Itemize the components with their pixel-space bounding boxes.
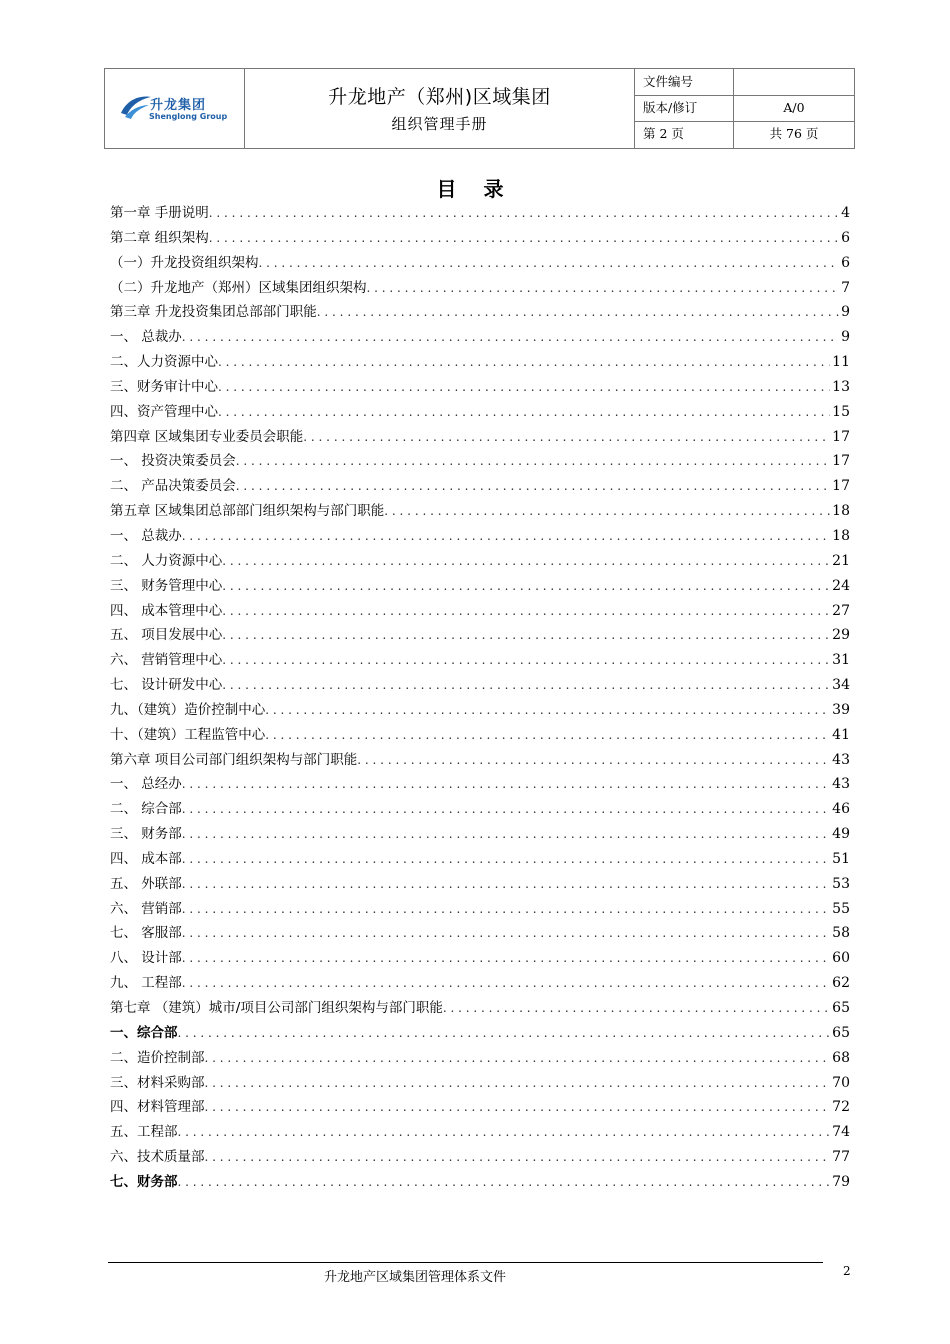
meta-value-doc-number — [734, 69, 854, 96]
toc-entry-page: 43 — [832, 776, 850, 793]
toc-dot-leader — [178, 1026, 831, 1040]
toc-dot-leader — [182, 926, 830, 940]
toc-entry-page: 15 — [832, 403, 850, 420]
toc-entry[interactable] — [110, 996, 850, 1021]
toc-entry[interactable] — [110, 400, 850, 425]
toc-dot-leader — [182, 902, 830, 916]
toc-entry-label: 第四章 区域集团专业委员会职能 — [110, 428, 304, 445]
meta-label-page: 第 2 页 — [635, 121, 734, 148]
toc-entry-page: 6 — [841, 254, 850, 271]
toc-entry-label: 二、 综合部 — [110, 801, 182, 818]
toc-entry-label: 三、材料采购部 — [110, 1074, 205, 1091]
toc-entry[interactable] — [110, 946, 850, 971]
toc-entry[interactable] — [110, 748, 850, 773]
toc-dot-leader — [384, 504, 830, 518]
toc-entry-page: 7 — [841, 279, 850, 296]
toc-entry-label: 七、 客服部 — [110, 925, 182, 942]
toc-entry-label: 八、 设计部 — [110, 950, 182, 967]
toc-entry[interactable] — [110, 623, 850, 648]
toc-entry-label: 六、技术质量部 — [110, 1149, 205, 1166]
toc-entry[interactable] — [110, 276, 850, 301]
toc-dot-leader — [222, 653, 830, 667]
toc-entry-page: 41 — [832, 726, 850, 743]
toc-entry[interactable] — [110, 251, 850, 276]
toc-entry-page: 17 — [832, 453, 850, 470]
toc-dot-leader — [205, 1076, 831, 1090]
footer-text: 升龙地产区域集团管理体系文件 — [323, 1270, 506, 1285]
toc-entry[interactable] — [110, 648, 850, 673]
toc-entry-page: 6 — [841, 229, 850, 246]
toc-entry-label: 二、造价控制部 — [110, 1049, 205, 1066]
logo-cell — [105, 69, 245, 148]
toc-dot-leader — [236, 454, 830, 468]
toc-entry-label: 第三章 升龙投资集团总部部门职能 — [110, 304, 317, 321]
toc-dot-leader — [303, 430, 830, 444]
toc-entry[interactable] — [110, 499, 850, 524]
toc-entry[interactable] — [110, 549, 850, 574]
toc-dot-leader — [205, 1150, 831, 1164]
toc-entry-page: 17 — [832, 428, 850, 445]
toc-entry-page: 39 — [832, 701, 850, 718]
toc-entry[interactable] — [110, 375, 850, 400]
toc-entry[interactable] — [110, 1021, 850, 1046]
meta-value-version: A/0 — [734, 95, 854, 122]
toc-entry[interactable] — [110, 574, 850, 599]
toc-entry[interactable] — [110, 847, 850, 872]
toc-dot-leader — [182, 827, 830, 841]
toc-entry[interactable] — [110, 201, 850, 226]
toc-dot-leader — [222, 579, 830, 593]
toc-entry-label: 一、综合部 — [110, 1024, 178, 1041]
toc-entry[interactable] — [110, 797, 850, 822]
title-cell — [245, 69, 635, 148]
toc-entry-page: 4 — [841, 205, 850, 221]
toc-entry-label: 六、 营销部 — [110, 900, 182, 917]
toc-entry-label: 一、 总裁办 — [110, 527, 182, 544]
toc-entry-page: 29 — [832, 627, 850, 644]
toc-entry-label: 一、 总裁办 — [110, 329, 182, 346]
toc-entry-page: 11 — [832, 354, 850, 371]
logo-english-name: Shenglong Group — [149, 112, 228, 121]
toc-entry[interactable] — [110, 325, 850, 350]
toc-entry-label: 三、 财务部 — [110, 826, 182, 843]
toc-entry-label: 二、人力资源中心 — [110, 354, 218, 371]
toc-entry-page: 58 — [832, 925, 850, 942]
document-header-table — [104, 68, 855, 149]
toc-entry[interactable] — [110, 1071, 850, 1096]
document-title: 升龙地产（郑州)区域集团 — [328, 86, 551, 108]
toc-entry-page: 74 — [832, 1124, 850, 1141]
toc-entry-label: 二、 产品决策委员会 — [110, 478, 236, 495]
toc-entry-label: 五、 项目发展中心 — [110, 627, 223, 644]
meta-label-version: 版本/修订 — [635, 95, 734, 122]
toc-dot-leader — [222, 554, 830, 568]
toc-entry-label: 五、工程部 — [110, 1124, 178, 1141]
toc-dot-leader — [182, 951, 830, 965]
toc-entry[interactable] — [110, 673, 850, 698]
toc-dot-leader — [182, 802, 830, 816]
toc-dot-leader — [259, 256, 840, 270]
toc-dot-leader — [222, 628, 830, 642]
toc-entry-page: 72 — [832, 1099, 850, 1116]
toc-entry-page: 31 — [832, 652, 850, 669]
toc-dot-leader — [209, 231, 839, 245]
toc-dot-leader — [367, 281, 840, 295]
toc-entry[interactable] — [110, 449, 850, 474]
toc-entry-page: 18 — [832, 527, 850, 544]
toc-entry[interactable] — [110, 921, 850, 946]
document-subtitle: 组织管理手册 — [391, 115, 488, 133]
toc-entry[interactable] — [110, 599, 850, 624]
toc-entry-label: 一、 总经办 — [110, 776, 182, 793]
toc-entry-page: 27 — [832, 602, 850, 619]
toc-entry-page: 70 — [832, 1074, 850, 1091]
toc-entry[interactable] — [110, 1170, 850, 1195]
toc-entry-page: 60 — [832, 950, 850, 967]
toc-entry-label: 四、 成本管理中心 — [110, 602, 223, 619]
toc-entry-label: 第五章 区域集团总部部门组织架构与部门职能 — [110, 503, 385, 520]
toc-entry-label: 三、 财务管理中心 — [110, 577, 223, 594]
toc-dot-leader — [218, 405, 830, 419]
toc-entry-page: 21 — [832, 552, 850, 569]
meta-label-doc-number: 文件编号 — [635, 69, 734, 96]
toc-dot-leader — [317, 305, 839, 319]
toc-entry-label: 七、财务部 — [110, 1173, 178, 1190]
toc-dot-leader — [265, 728, 830, 742]
footer-divider — [108, 1262, 823, 1263]
toc-entry-page: 55 — [832, 900, 850, 917]
toc-entry[interactable] — [110, 1046, 850, 1071]
toc-entry-label: 四、 成本部 — [110, 850, 182, 867]
toc-dot-leader — [205, 1100, 831, 1114]
toc-entry[interactable] — [110, 971, 850, 996]
toc-entry-page: 9 — [841, 329, 850, 346]
toc-entry-page: 13 — [832, 378, 850, 395]
toc-entry-label: 十、（建筑）工程监管中心 — [110, 726, 266, 743]
toc-dot-leader — [222, 678, 830, 692]
toc-entry[interactable] — [110, 822, 850, 847]
toc-entry-page: 79 — [832, 1173, 850, 1190]
toc-entry-page: 68 — [832, 1049, 850, 1066]
toc-entry-page: 53 — [832, 875, 850, 892]
toc-dot-leader — [182, 976, 830, 990]
toc-entry-page: 34 — [832, 677, 850, 694]
toc-entry-label: 五、 外联部 — [110, 875, 182, 892]
toc-entry-label: 六、 营销管理中心 — [110, 652, 223, 669]
toc-dot-leader — [443, 1001, 830, 1015]
toc-entry-page: 65 — [832, 1000, 850, 1016]
toc-entry-page: 17 — [832, 478, 850, 495]
toc-entry-label: （一）升龙投资组织架构 — [110, 254, 259, 271]
toc-dot-leader — [182, 852, 830, 866]
toc-entry-label: 七、 设计研发中心 — [110, 677, 223, 694]
toc-dot-leader — [182, 330, 839, 344]
toc-entry-page: 43 — [832, 751, 850, 768]
toc-entry[interactable] — [110, 698, 850, 723]
toc-entry-label: 九、（建筑）造价控制中心 — [110, 701, 266, 718]
toc-entry[interactable] — [110, 524, 850, 549]
toc-entry[interactable] — [110, 300, 850, 325]
toc-entry-label: 九、 工程部 — [110, 975, 182, 992]
toc-entry[interactable] — [110, 772, 850, 797]
toc-dot-leader — [205, 1051, 831, 1065]
toc-entry-page: 65 — [832, 1024, 850, 1041]
toc-entry-page: 9 — [841, 304, 850, 321]
toc-entry-label: 第七章 （建筑）城市/项目公司部门组织架构与部门职能 — [110, 1000, 443, 1016]
toc-heading: 目 录 — [436, 177, 514, 201]
toc-dot-leader — [182, 877, 830, 891]
toc-dot-leader — [209, 206, 839, 220]
toc-entry-label: （二）升龙地产（郑州）区域集团组织架构 — [110, 279, 367, 296]
toc-dot-leader — [182, 777, 830, 791]
toc-entry-page: 24 — [832, 577, 850, 594]
toc-entry-page: 49 — [832, 826, 850, 843]
toc-dot-leader — [222, 604, 830, 618]
toc-entry-label: 四、资产管理中心 — [110, 403, 218, 420]
toc-dot-leader — [236, 479, 830, 493]
toc-entry-page: 18 — [832, 503, 850, 520]
toc-entry[interactable] — [110, 1120, 850, 1145]
toc-entry[interactable] — [110, 1145, 850, 1170]
toc-dot-leader — [218, 380, 830, 394]
logo-chinese-name: 升龙集团 — [150, 98, 207, 113]
toc-entry-label: 第六章 项目公司部门组织架构与部门职能 — [110, 751, 358, 768]
toc-entry[interactable] — [110, 474, 850, 499]
toc-entry-page: 51 — [832, 850, 850, 867]
shenglong-logo-icon — [119, 91, 153, 121]
toc-dot-leader — [178, 1125, 831, 1139]
toc-entry-label: 一、 投资决策委员会 — [110, 453, 236, 470]
toc-dot-leader — [182, 529, 830, 543]
toc-dot-leader — [178, 1175, 831, 1189]
toc-entry[interactable] — [110, 872, 850, 897]
toc-entry-page: 62 — [832, 975, 850, 992]
toc-dot-leader — [265, 703, 830, 717]
toc-entry-label: 第一章 手册说明 — [110, 205, 209, 221]
table-of-contents — [110, 201, 850, 1195]
toc-entry-label: 四、材料管理部 — [110, 1099, 205, 1116]
toc-entry[interactable] — [110, 897, 850, 922]
toc-entry[interactable] — [110, 1095, 850, 1120]
toc-entry[interactable] — [110, 350, 850, 375]
toc-entry-label: 二、 人力资源中心 — [110, 552, 223, 569]
meta-value-total-pages: 共 76 页 — [769, 126, 819, 141]
toc-entry-label: 三、财务审计中心 — [110, 378, 218, 395]
footer-page-number: 2 — [843, 1264, 851, 1278]
toc-dot-leader — [357, 753, 830, 767]
toc-entry-page: 46 — [832, 801, 850, 818]
toc-entry[interactable] — [110, 723, 850, 748]
toc-entry[interactable] — [110, 226, 850, 251]
toc-entry[interactable] — [110, 425, 850, 450]
toc-dot-leader — [218, 355, 830, 369]
toc-entry-page: 77 — [832, 1149, 850, 1166]
toc-entry-label: 第二章 组织架构 — [110, 229, 209, 246]
